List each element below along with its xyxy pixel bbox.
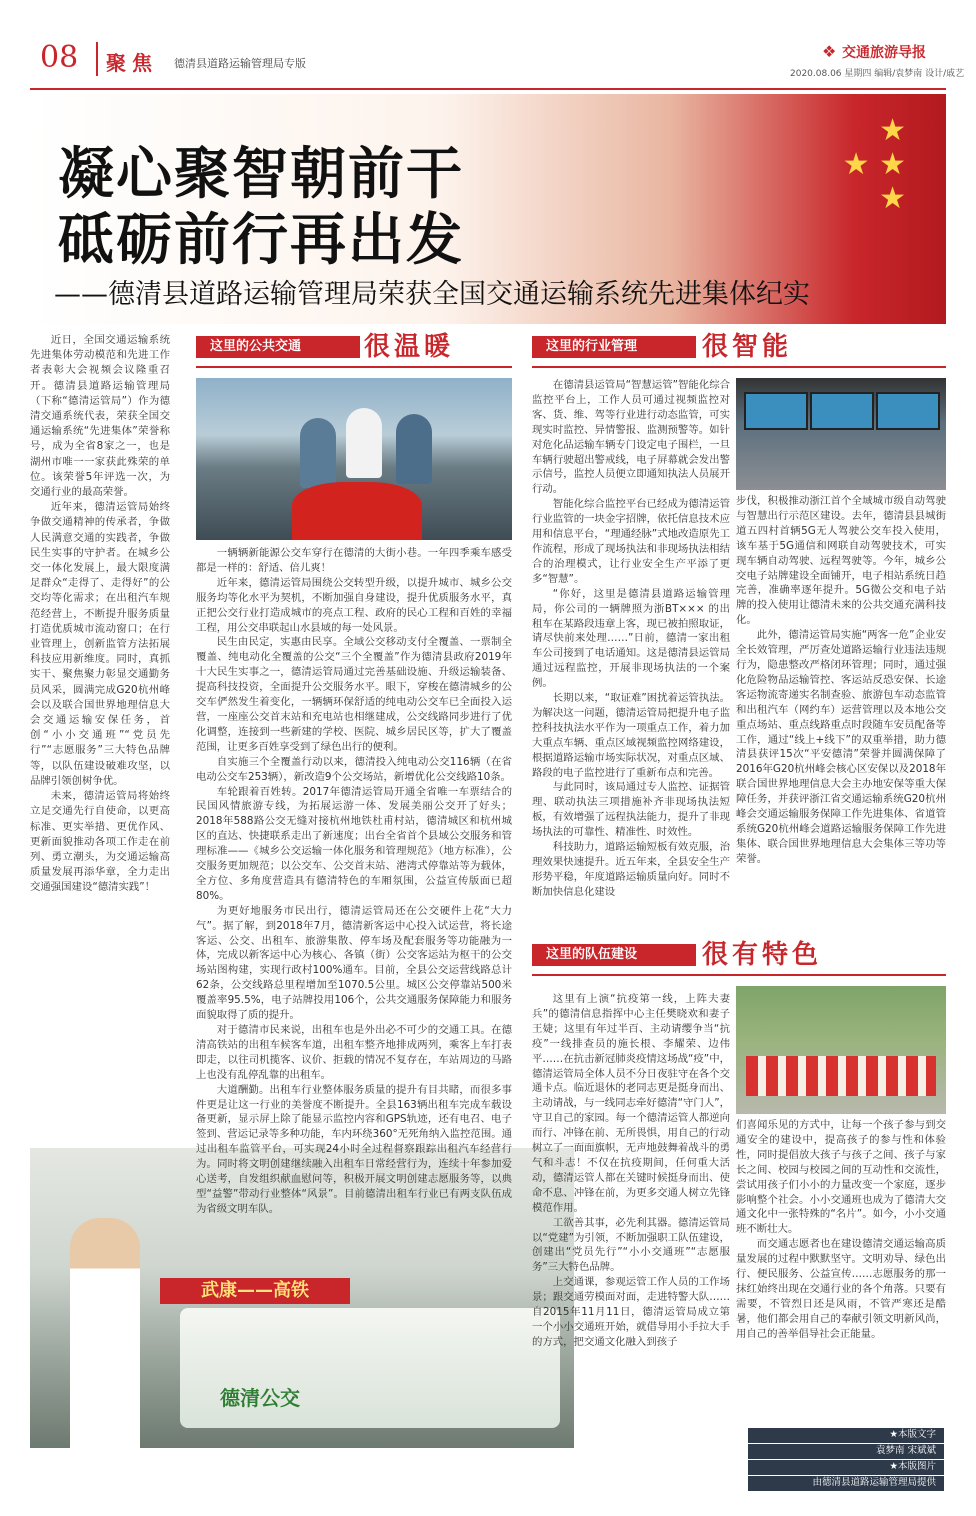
brand-name: 交通旅游导报 <box>842 45 926 61</box>
intro-column <box>30 333 170 913</box>
credits-box <box>748 1428 944 1492</box>
headline-line-2: 砥砺前行再出发 <box>58 208 464 273</box>
section-motto-team: 很有特色 <box>702 940 823 970</box>
photo-flag <box>292 482 422 540</box>
photo-children-traffic-class <box>736 986 946 1114</box>
photo-children <box>746 1056 936 1096</box>
headline-subtitle: ——德清县道路运输管理局荣获全国交通运输系统先进集体纪实 <box>54 279 810 310</box>
credit-text-label: ★本版文字 <box>885 1428 940 1442</box>
credit-image-label: ★本版图片 <box>885 1460 940 1474</box>
page-number: 08 <box>40 40 79 75</box>
photo-bus-staff-with-flag <box>196 378 512 540</box>
article-paragraph: 而交通志愿者也在建设德清交通运输高质量发展的过程中默默坚守。文明劝导、绿色出行、便民服务、公益宣传……志愿服务的那一抹红始终出现在交通行业的各个角落。只要有需要，不管烈日还是风雨，不管严寒还是酷暑，他们都会用自己的奉献引领文明新风尚，用自己的善举倡导社会正能量。 <box>736 1238 946 1340</box>
dateline: 2020.08.06 星期四 编辑/袁梦南 设计/戚艺 <box>790 69 965 79</box>
section-name: 聚焦 <box>106 51 158 75</box>
intro-paragraph: 未来，德清运管局将始终立足交通先行自使命，以更高标准、更实举措、更优作风、更新面貌推动各项工作走在前列、勇立潮头，为交通运输高质量发展再添华章，全力走出交通强国建设“德清实践”！ <box>30 790 170 894</box>
flag-stars-icon: ★ ★ ★ ★ <box>842 113 906 216</box>
header-divider <box>96 42 98 76</box>
section-rule <box>532 974 946 976</box>
photo-screen <box>876 392 940 430</box>
section-rule <box>196 366 512 368</box>
credit-text-authors: 袁梦南 宋斌斌 <box>872 1444 940 1458</box>
photo-person <box>396 414 432 484</box>
intro-paragraph: 近年来，德清运管局始终争做交通精神的传承者，争做人民满意交通的实践者，争做民生实事的守护者。在城乡公交一体化发展上，最大限度满足群众“走得了、走得好”的公交均等化需求；在出租汽车规范经营上，不断提升服务质量打造优质城市流动窗口；在行业管理上，创新监管方法拓展科技应用新维度。同时，真抓实干、聚焦聚力彰显交通勤务员风采，圆满完成G20杭州峰会以及联合国世界地理信息大会交通运输安保任务，首创“小小交通班”“党员先行”“志愿服务”三大特色品牌等，以队伍建设破难攻坚，以品牌引领创树争优。 <box>30 501 170 787</box>
team-article-continued <box>736 1118 946 1378</box>
article-paragraph: 此外，德清运管局实施“两客一危”企业安全长效管理，严厉查处道路运输行业违法违规行为，隐患整改严格闭环管理；同时，通过强化危险物品运输管控、客运站反恐安保、长途客运物流寄递实名制查验、旅游包车动态监管和出租汽车（网约车）运营管理以及本地公交重点场站、重点线路重点时段随车安员配备等工作，通过“线上+线下”的双重举措，助力德清县获评15次“平安德清”荣誉并圆满保障了2016年G20杭州峰会核心区安保以及2018年联合国世界地理信息大会主办地安保等重大保障任务，并获评浙江省交通运输系统G20杭州峰会交通运输服务保障工作先进集体、省道管系统G20杭州峰会道路运输服务保障工作先进集体、联合国世界地理信息大会集体三等功等荣誉。 <box>736 629 946 865</box>
section-motto-public-transit: 很温暖 <box>364 332 455 362</box>
section-banner-industry: 这里的行业管理 <box>532 336 696 358</box>
article-paragraph: 长期以来，“取证难”困扰着运管执法。为解决这一问题，德清运管局把提升电子监控科技执法水平作为一项重点工作，着力加大重点车辆、重点区域视频监控网络建设，根据道路运输市场实际状况，对重点区域、路段的电子监控进行了重新布点和完善。 <box>532 692 730 779</box>
section-banner-public-transit: 这里的公共交通 <box>196 336 360 358</box>
bus-side-text: 德清公交 <box>220 1386 300 1410</box>
industry-article <box>532 378 730 934</box>
article-paragraph: 在德清县运管局“智慧运管”智能化综合监控平台上，工作人员可通过视频监控对客、货、维、驾等行业进行动态监管，可实现实时监控、异情警报、监测预警等。如针对危化品运输车辆专门设定电子围栏，一旦车辆行驶超出警戒线，电子屏幕就会发出警示信号，监控人员便立即通知执法人员展开行动。 <box>532 379 730 496</box>
bus-route-banner: 武康——高铁 <box>160 1278 350 1304</box>
article-paragraph: 工欲善其事，必先利其器。德清运管局以“党建”为引领，不断加强职工队伍建设，创建出“党员先行”“小小交通班”“志愿服务”三大特色品牌。 <box>532 1216 730 1274</box>
article-paragraph: 自实施三个全覆盖行动以来，德清投入纯电动公交116辆（在省电动公交车253辆），新改造9个公交场站，新增优化公交线路10条。 <box>196 755 512 783</box>
article-paragraph: 对于德清市民来说，出租车也是外出必不可少的交通工具。在德清高铁站的出租车候客车道，出租车整齐地排成两列，乘客上车打表即走，以往司机揽客、议价、拒载的情况不复存在，车站周边的马路上也没有乱停乱靠的出租车。 <box>196 1024 512 1081</box>
article-paragraph: “你好，这里是德清县道路运输管理局，你公司的一辆牌照为浙BT××× 的出租车在某路段违章上客，现已被拍照取证，请尽快前来处理……”日前，德清一家出租车公司接到了电话通知。这是德清县运管局通过远程监控，开展非现场执法的一个案例。 <box>532 587 730 690</box>
industry-article-continued <box>736 494 946 934</box>
section-rule <box>532 366 946 368</box>
article-paragraph: 车轮跟着百姓转。2017年德清运管局开通全省唯一车票结合的民国风情旅游专线，为拓展运游一体、发展美丽公交开了好头；2018年588路公交无缝对接杭州地铁杜甫村站，德清城区和杭州城区的直达、快捷联系走出了新速度；出台全省首个县域公交服务和管理标准——《城乡公交运输一体化服务和管理规范》（地方标准），公交服务更加规范；以公交车、公交首末站、港湾式停靠站等为载体，全方位、多角度营造具有德清特色的车厢氛围，公益宣传版面已超80%。 <box>196 785 512 902</box>
article-paragraph: 一辆辆新能源公交车穿行在德清的大街小巷。一年四季乘车感受都是一样的：舒适、倍儿爽！ <box>196 547 512 574</box>
team-article <box>532 992 730 1376</box>
special-topic: 德清县道路运输管理局专版 <box>174 57 306 70</box>
article-paragraph: 上交通课，参观运管工作人员的工作场景；跟交通劳模面对面，走进特警大队……自2015年11月11日，德清运管局成立第一个小小交通班开始，就借导用小手拉大手的方式，把交通文化融入到孩子 <box>532 1276 730 1348</box>
section-motto-industry: 很智能 <box>702 332 793 362</box>
public-transit-article <box>196 546 512 1215</box>
section-banner-team: 这里的队伍建设 <box>532 944 696 966</box>
article-paragraph: 民生由民定，实惠由民享。全域公交移动支付全覆盖、一票制全覆盖、纯电动化全覆盖的公交“三个全覆盖”作为德清县政府2019年十大民生实事之一，德清运管局通过完善基础设施、升级运输装备、提高科技投资，全面提升公交服务水平。眼下，穿梭在德清城乡的公交车俨然发生着变化，一辆辆环保舒适的纯电动公交车已全面投入运营，一座座公交首末站和充电站也相继建成，公交线路同步进行了优化调整，连接到一些新建的学校、医院、城乡居民区等，扩大了覆盖范围，让更多百姓享受到了绿色出行的便利。 <box>196 636 512 753</box>
article-paragraph: 大道酬勤。出租车行业整体服务质量的提升有目共睹，而很多事件更是让这一行业的美誉度不断提升。全县163辆出租车完成车载设备更新，显示屏上除了能显示监控内容和GPS轨迹，还有电召、电子签到、营运记录等多种功能，车内环绕360°无死角纳入监控范围。通过出租车监管平台，可实现24小时全过程督察跟踪出租汽车经营行为。同时将文明创建继续融入出租车日常经营行为，连续十年参加爱心送考，自发组织献血慰问等，积极开展文明创建志愿服务等，以典型“益警”带动行业整体“风景”。目前德清出租车行业已有两支队伍成为省级文明车队。 <box>196 1083 512 1215</box>
headline-line-1: 凝心聚智朝前干 <box>58 142 464 207</box>
article-paragraph: 与此同时，该局通过专人监控、证据管理、联动执法三项措施补齐非现场执法短板，有效增强了远程执法能力，提升了非现场执法的可靠性、精准性、时效性。 <box>532 781 730 839</box>
photo-screen <box>810 392 874 430</box>
photo-person <box>300 418 336 488</box>
article-paragraph: 智能化综合监控平台已经成为德清运管行业监管的一块金字招牌，依托信息技术应用和信息平台，“理通经脉”式地改造原先工作流程，形成了现场执法和非现场执法相结合的治理模式，让行业安全生产平添了更多“智慧”。 <box>532 498 730 585</box>
photo-monitoring-center <box>736 378 946 490</box>
article-paragraph: 们喜闻乐见的方式中，让每一个孩子参与到交通安全的建设中，提高孩子的参与性和体验性，同时提倡放大孩子与孩子之间、孩子与家长之间、校园与校园之间的互动性和交流性，尝试用孩子们小小的力量改变一个家庭，逐步影响整个社会。小小交通班也成为了德清大交通文化中一张特殊的“名片”。如今，小小交通班不断壮大。 <box>736 1119 946 1236</box>
article-paragraph: 科技助力，道路运输短板有效克服，治理效果快速提升。近五年来，全县安全生产形势平稳，年度道路运输质量向好。同时不断加快信息化建设 <box>532 841 730 898</box>
photo-person <box>346 408 382 478</box>
article-paragraph: 为更好地服务市民出行，德清运管局还在公交硬件上花“大力气”。据了解，到2018年7月，德清新客运中心投入试运营，将长途客运、公交、出租车、旅游集散、停车场及配套服务等功能融为一体，完成以新客运中心为核心、各镇（街）公交客运站为枢干的公交场站图构建，实现行政村100%通车。目前，全县公交运营线路总计62条，公交线路总里程增加至1070.5公里。城区公交停靠站500米覆盖率95.5%，电子站牌投用106个，公共交通服务保障能力和服务面貌取得了质的提升。 <box>196 904 512 1022</box>
credit-image-source: 由德清县道路运输管理局提供 <box>808 1476 940 1490</box>
brand-logo-icon: ❖ <box>822 42 837 61</box>
article-paragraph: 步伐，积极推动浙江首个全域城市级自动驾驶与智慧出行示范区建设。去年，德清县县城街道五四村首辆5G无人驾驶公交车投入使用，该车基于5G通信和网联自动驾驶技术，可实现车辆自动驾驶、远程驾驶等。今年，城乡公交电子站牌建设全面铺开，电子相站系统日趋完善，准确率逐年提升。5G微公交和电子站牌的投入使用让德清未来的公共交通充满科技化。 <box>736 495 946 627</box>
photo-driver <box>70 1218 140 1448</box>
intro-paragraph: 近日，全国交通运输系统先进集体劳动模范和先进工作者表彰大会视频会议隆重召开。德清县道路运输管理局（下称“德清运管局”）作为德清交通系统代表，荣获全国交通运输系统“先进集体”荣誉称号，成为全省8家之一，也是湖州市唯一一家获此殊荣的单位。该荣誉5年评选一次，为交通行业的最高荣誉。 <box>30 334 170 499</box>
article-paragraph: 近年来，德清运管局围绕公交转型升级，以提升城市、城乡公交服务均等化水平为契机，不断加强自身建设，提升优质服务水平，真正把公交行业打造成城市的亮点工程、政府的民心工程和百姓的幸福工程，用公交串联起山水县域的每一处风景。 <box>196 576 512 634</box>
photo-screen <box>744 392 808 430</box>
header-rule <box>30 88 946 90</box>
article-paragraph: 这里有上演“抗疫第一线，上阵夫妻兵”的德清信息指挥中心主任樊晓欢和妻子王婕；这里有年过半百、主动请缨争当“抗疫”一线排查员的施长根、李耀荣、边伟平……在抗击新冠肺炎疫情这场战“疫”中，德清运管局全体人员不分日夜驻守在各个交通卡点。临近退休的老同志更是挺身而出、主动请战，与一线同志牵好德清“守门人”，守卫自己的家园。每一个德清运管人都逆向而行、冲锋在前、无所畏惧，用自己的行动树立了一面面旗帜，无声地鼓舞着战斗的勇气和斗志！不仅在抗疫期间，任何重大活动，德清运管人都在关键时候挺身而出、使命不息、冲锋在前，为更多交通人树立先锋模范作用。 <box>532 993 730 1214</box>
